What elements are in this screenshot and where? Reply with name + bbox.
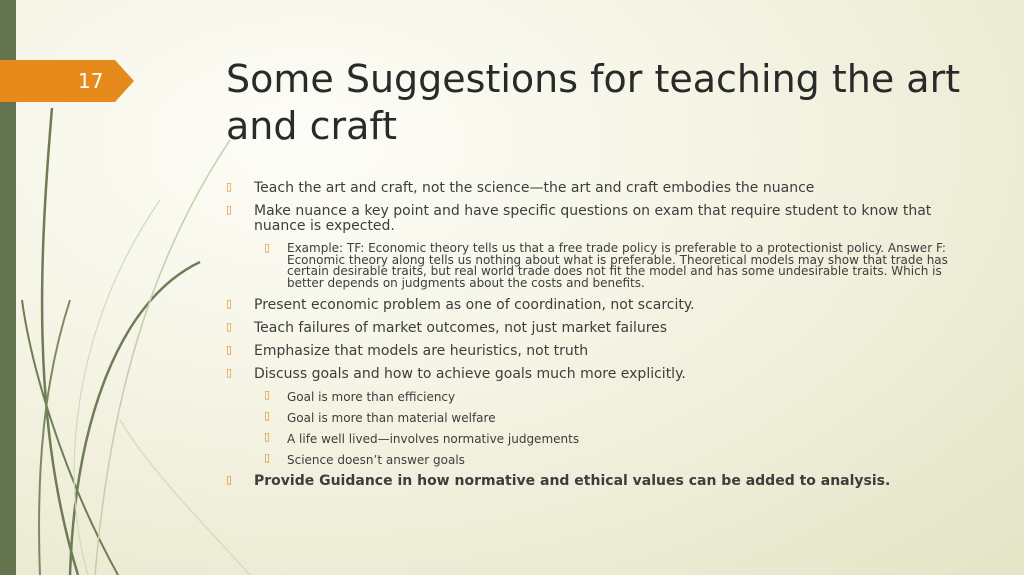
sub-bullet-text: Example: TF: Economic theory tells us that a free trade policy is preferable to a protectionist policy. Answer F: Economic theory along tells us nothing about what is preferable. Theoretical models may show that trade has certain desirable traits, but real world trade does not fit the model and has some undesirable traits. Which is better depends on judgments about the costs and benefits.: [287, 241, 948, 290]
sub-bullet-item: [226, 411, 966, 425]
bullet-icon: ▯: [264, 430, 271, 443]
bullet-item: [226, 204, 966, 234]
bullet-icon: ▯: [226, 366, 233, 379]
bullet-icon: ▯: [264, 241, 271, 254]
bullet-text: Discuss goals and how to achieve goals much more explicitly.: [254, 366, 686, 382]
bullet-text: Present economic problem as one of coordination, not scarcity.: [254, 297, 695, 313]
sub-bullet-item: [226, 243, 966, 289]
bullet-icon: ▯: [264, 451, 271, 464]
bullet-item: [226, 321, 966, 336]
bullet-text: Make nuance a key point and have specific questions on exam that require student to know that nuance is expected.: [254, 203, 932, 234]
bullet-icon: ▯: [264, 388, 271, 401]
sub-bullet-text: Goal is more than material welfare: [287, 411, 496, 425]
bullet-list: [226, 181, 966, 497]
bullet-text: Teach failures of market outcomes, not just market failures: [254, 320, 668, 336]
slide-number: 17: [78, 69, 104, 93]
sub-bullet-text: Science doesn’t answer goals: [287, 453, 465, 467]
bullet-item: [226, 344, 966, 359]
slide-title: Some Suggestions for teaching the art and craft: [226, 57, 961, 148]
bullet-item: [226, 298, 966, 313]
sub-bullet-item: [226, 390, 966, 404]
sub-bullet-item: [226, 432, 966, 446]
bullet-text: Emphasize that models are heuristics, not truth: [254, 343, 589, 359]
bullet-icon: ▯: [226, 320, 233, 333]
bullet-icon: ▯: [226, 473, 233, 486]
bullet-item: [226, 367, 966, 382]
bullet-icon: ▯: [226, 203, 233, 216]
sub-bullet-item: [226, 453, 966, 467]
bullet-item: [226, 181, 966, 196]
sub-bullet-text: Goal is more than efficiency: [287, 390, 456, 404]
bullet-icon: ▯: [226, 343, 233, 356]
bullet-item: [226, 474, 966, 489]
sub-bullet-text: A life well lived—involves normative judgements: [287, 432, 580, 446]
slide-number-tab: [0, 60, 134, 102]
bullet-text: Provide Guidance in how normative and ethical values can be added to analysis.: [254, 473, 891, 489]
bullet-text: Teach the art and craft, not the science—the art and craft embodies the nuance: [254, 180, 815, 196]
bullet-icon: ▯: [264, 409, 271, 422]
bullet-icon: ▯: [226, 180, 233, 193]
bullet-icon: ▯: [226, 297, 233, 310]
